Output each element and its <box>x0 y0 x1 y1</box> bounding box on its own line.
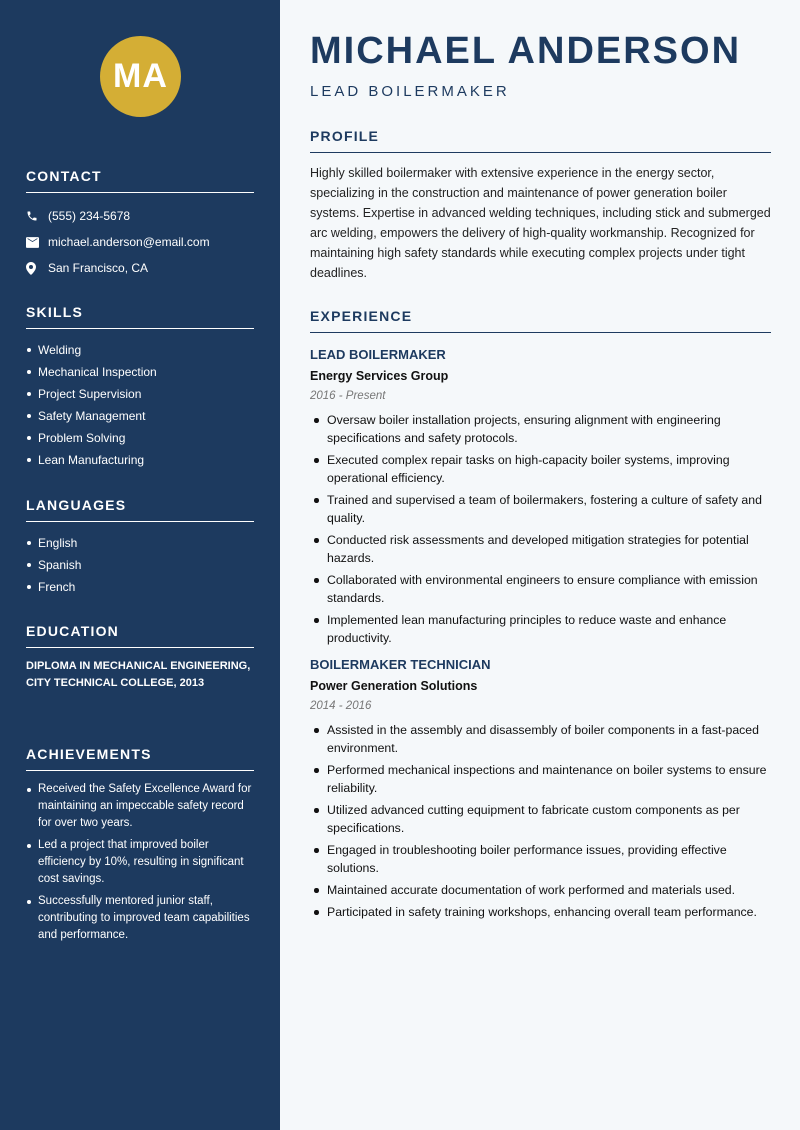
education-entry: DIPLOMA IN MECHANICAL ENGINEERING, CITY TECHNICAL COLLEGE, 2013 <box>26 660 251 689</box>
job-bullets <box>310 721 771 921</box>
job-company: Energy Services Group <box>310 369 449 383</box>
language-item: English <box>26 532 254 554</box>
contact-location-row <box>26 255 254 281</box>
job-bullet: Collaborated with environmental engineers to ensure compliance with emission standards. <box>310 571 771 607</box>
job-bullet: Oversaw boiler installation projects, ensuring alignment with engineering specifications and safety protocols. <box>310 411 771 447</box>
achievements-heading: ACHIEVEMENTS <box>26 746 254 771</box>
job-company: Power Generation Solutions <box>310 679 478 693</box>
profile-section <box>310 128 771 283</box>
achievement-item: Led a project that improved boiler efficiency by 10%, resulting in significant cost savings. <box>26 837 254 888</box>
skill-item: Problem Solving <box>26 427 254 449</box>
profile-heading: PROFILE <box>310 128 771 153</box>
contact-list <box>26 203 254 281</box>
contact-phone-row <box>26 203 254 229</box>
phone-icon <box>26 209 48 223</box>
skills-heading: SKILLS <box>26 304 254 329</box>
job-bullet: Performed mechanical inspections and maintenance on boiler systems to ensure reliability. <box>310 761 771 797</box>
contact-email[interactable]: michael.anderson@email.com <box>48 235 210 249</box>
education-heading: EDUCATION <box>26 623 254 648</box>
sidebar <box>0 0 280 1130</box>
contact-phone: (555) 234-5678 <box>48 209 131 223</box>
experience-section <box>310 308 771 925</box>
experience-heading: EXPERIENCE <box>310 308 771 333</box>
language-item: French <box>26 576 254 598</box>
achievement-item: Received the Safety Excellence Award for maintaining an impeccable safety record for over two years. <box>26 781 254 832</box>
skills-list <box>26 339 254 471</box>
job-title: BOILERMAKER TECHNICIAN <box>310 657 491 672</box>
job-bullet: Maintained accurate documentation of work performed and materials used. <box>310 881 771 899</box>
candidate-title: LEAD BOILERMAKER <box>310 83 510 100</box>
job-entry <box>310 657 771 921</box>
email-icon <box>26 235 48 249</box>
languages-list <box>26 532 254 598</box>
job-bullet: Conducted risk assessments and developed mitigation strategies for potential hazards. <box>310 531 771 567</box>
job-bullet: Engaged in troubleshooting boiler performance issues, providing effective solutions. <box>310 841 771 877</box>
achievement-item: Successfully mentored junior staff, contributing to improved team capabilities and performance. <box>26 893 254 944</box>
job-title: LEAD BOILERMAKER <box>310 347 446 362</box>
location-pin-icon <box>26 261 48 275</box>
contact-email-row <box>26 229 254 255</box>
job-bullet: Utilized advanced cutting equipment to fabricate custom components as per specifications. <box>310 801 771 837</box>
languages-heading: LANGUAGES <box>26 497 254 522</box>
achievements-section <box>26 746 254 949</box>
skill-item: Safety Management <box>26 405 254 427</box>
language-item: Spanish <box>26 554 254 576</box>
achievements-list <box>26 781 254 944</box>
job-bullets <box>310 411 771 647</box>
job-dates: 2014 - 2016 <box>310 700 372 712</box>
contact-heading: CONTACT <box>26 168 254 193</box>
job-dates: 2016 - Present <box>310 390 386 402</box>
candidate-name: MICHAEL ANDERSON <box>310 30 742 72</box>
job-bullet: Executed complex repair tasks on high-capacity boiler systems, improving operational efficiency. <box>310 451 771 487</box>
job-bullet: Participated in safety training workshops, enhancing overall team performance. <box>310 903 771 921</box>
job-bullet: Trained and supervised a team of boilermakers, fostering a culture of safety and quality. <box>310 491 771 527</box>
languages-section <box>26 497 254 598</box>
job-bullet: Implemented lean manufacturing principles to reduce waste and enhance productivity. <box>310 611 771 647</box>
skill-item: Mechanical Inspection <box>26 361 254 383</box>
contact-section <box>26 168 254 281</box>
job-bullet: Assisted in the assembly and disassembly of boiler components in a fast-paced environment. <box>310 721 771 757</box>
skill-item: Lean Manufacturing <box>26 449 254 471</box>
education-section <box>26 623 254 692</box>
contact-location: San Francisco, CA <box>48 261 149 275</box>
avatar: MA <box>100 36 181 117</box>
job-entry <box>310 347 771 647</box>
skill-item: Welding <box>26 339 254 361</box>
profile-text: Highly skilled boilermaker with extensive experience in the energy sector, specializing in the construction and maintenance of power generation boiler systems. Expertise in advanced welding techniques, including stick and submerged arc welding, empowers the delivery of high-quality workmanship. Recognized for maintaining high safety standards while executing complex projects under tight deadlines. <box>310 166 771 280</box>
skill-item: Project Supervision <box>26 383 254 405</box>
skills-section <box>26 304 254 471</box>
